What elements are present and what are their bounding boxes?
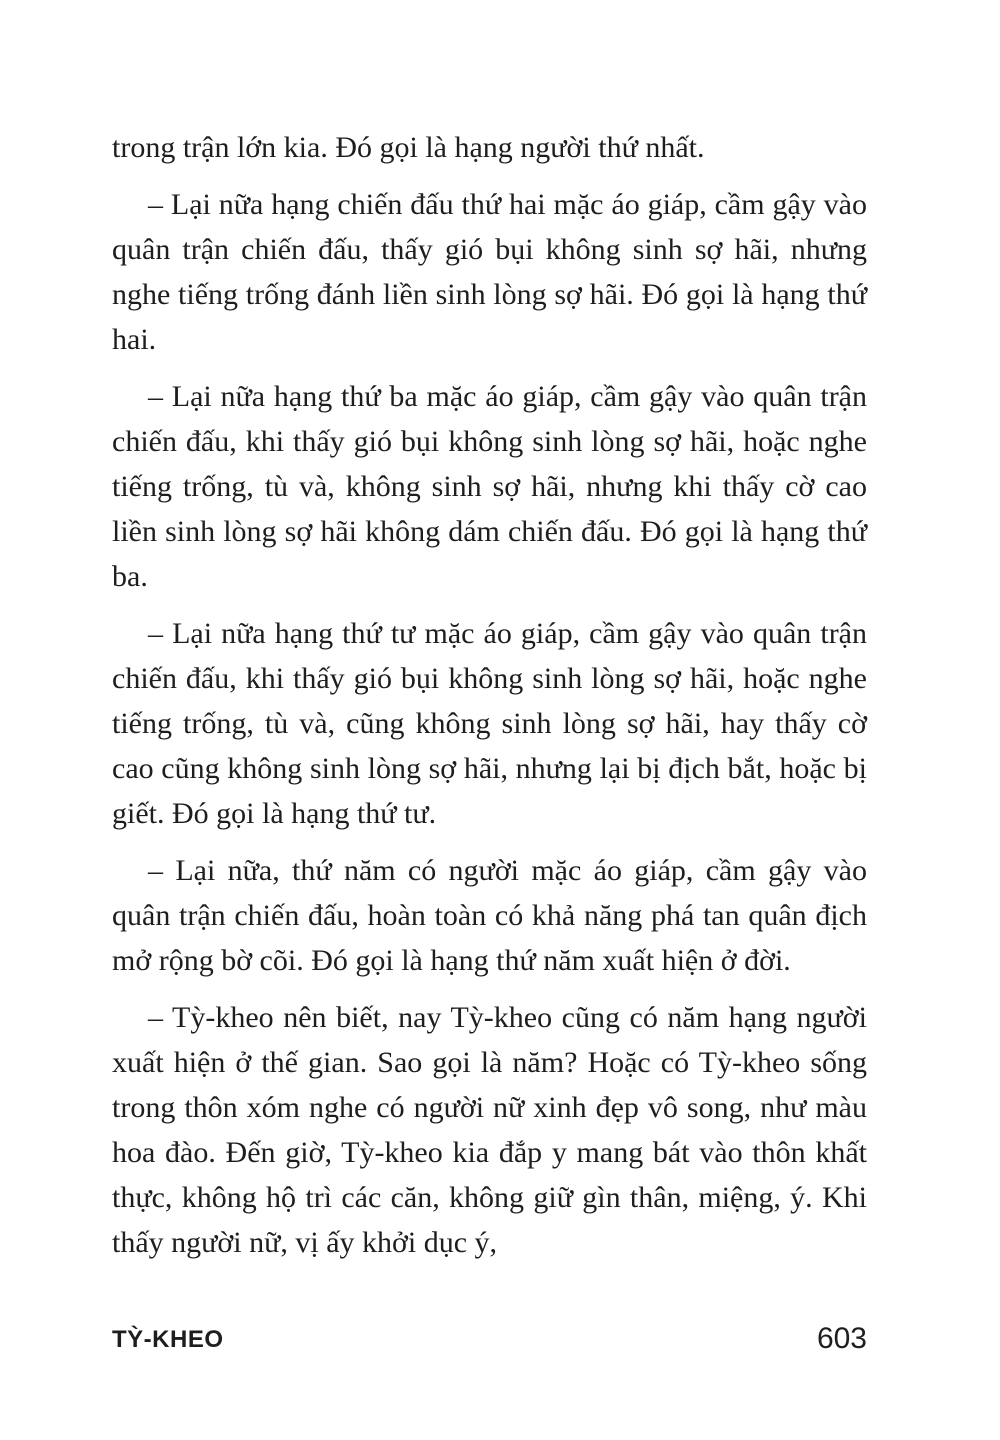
paragraph-bhikkhu: – Tỳ-kheo nên biết, nay Tỳ-kheo cũng có năm hạng người xuất hiện ở thế gian. Sao gọi là năm? Hoặc có Tỳ-kheo sống trong thôn xóm nghe có người nữ xinh đẹp vô song, như màu hoa đào. Đến giờ, Tỳ-kheo kia đắp y mang bát vào thôn khất thực, không hộ trì các căn, không giữ gìn thân, miệng, ý. Khi thấy người nữ, vị ấy khởi dục ý,: [112, 1001, 867, 1259]
body-text: [112, 125, 867, 1277]
paragraph-continuation: trong trận lớn kia. Đó gọi là hạng người thứ nhất.: [112, 131, 705, 164]
paragraph-second-rank: – Lại nữa hạng chiến đấu thứ hai mặc áo giáp, cầm gậy vào quân trận chiến đấu, thấy gió bụi không sinh sợ hãi, nhưng nghe tiếng trống đánh liền sinh lòng sợ hãi. Đó gọi là hạng thứ hai.: [112, 188, 867, 356]
paragraph-third-rank: – Lại nữa hạng thứ ba mặc áo giáp, cầm gậy vào quân trận chiến đấu, khi thấy gió bụi không sinh lòng sợ hãi, hoặc nghe tiếng trống, tù và, không sinh sợ hãi, nhưng khi thấy cờ cao liền sinh lòng sợ hãi không dám chiến đấu. Đó gọi là hạng thứ ba.: [112, 380, 867, 593]
page-number: 603: [816, 1322, 867, 1355]
paragraph-fourth-rank: – Lại nữa hạng thứ tư mặc áo giáp, cầm gậy vào quân trận chiến đấu, khi thấy gió bụi không sinh lòng sợ hãi, hoặc nghe tiếng trống, tù và, cũng không sinh lòng sợ hãi, hay thấy cờ cao cũng không sinh lòng sợ hãi, nhưng lại bị địch bắt, hoặc bị giết. Đó gọi là hạng thứ tư.: [112, 617, 867, 830]
paragraph-fifth-rank: – Lại nữa, thứ năm có người mặc áo giáp, cầm gậy vào quân trận chiến đấu, hoàn toàn có khả năng phá tan quân địch mở rộng bờ cõi. Đó gọi là hạng thứ năm xuất hiện ở đời.: [112, 854, 867, 977]
running-footer-title: TỲ-KHEO: [112, 1326, 224, 1353]
